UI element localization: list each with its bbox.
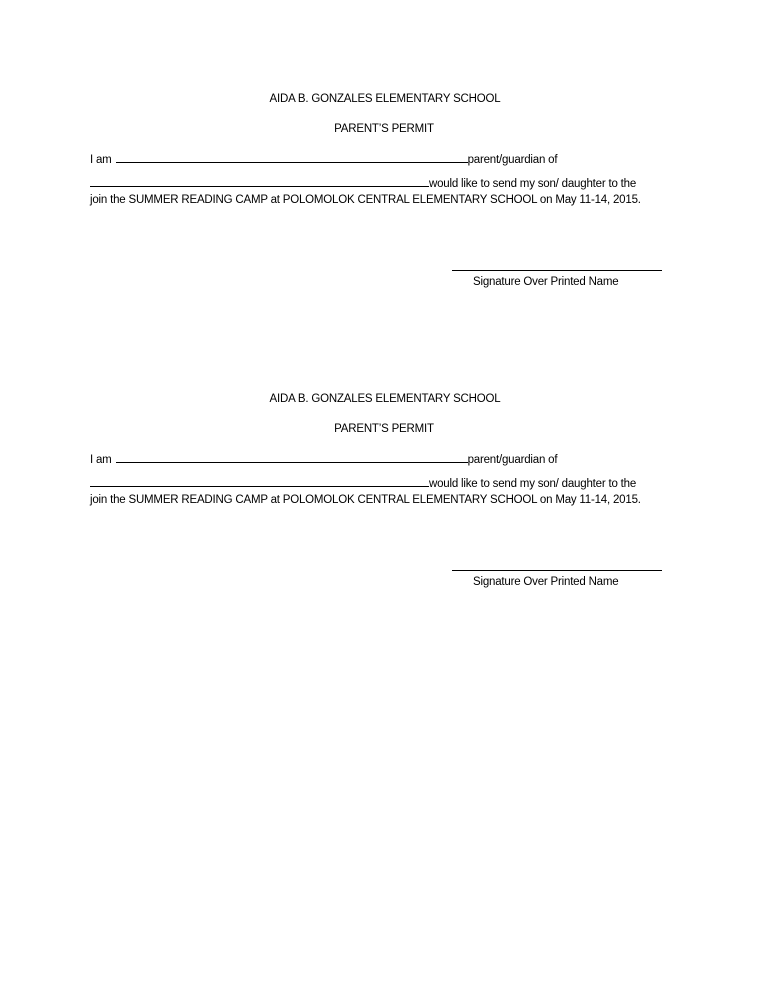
permit-title: PARENT’S PERMIT xyxy=(334,123,434,135)
signature-blank[interactable] xyxy=(452,270,662,271)
camp-details: join the SUMMER READING CAMP at POLOMOLOK CENTRAL ELEMENTARY SCHOOL on May 11-14, 2015. xyxy=(90,494,641,506)
signature-label: Signature Over Printed Name xyxy=(473,276,619,288)
child-name-blank[interactable] xyxy=(90,175,429,187)
signature-blank[interactable] xyxy=(452,570,662,571)
parent-name-prefix: I am xyxy=(90,454,112,466)
parent-name-prefix: I am xyxy=(90,154,112,166)
parent-name-line xyxy=(90,451,557,467)
parent-name-blank[interactable] xyxy=(116,151,468,163)
child-name-line xyxy=(90,475,636,491)
child-name-suffix: would like to send my son/ daughter to the xyxy=(429,178,637,190)
parent-name-suffix: parent/guardian of xyxy=(467,154,558,166)
parent-name-blank[interactable] xyxy=(116,451,468,463)
permit-form-1 xyxy=(0,88,768,338)
school-name: AIDA B. GONZALES ELEMENTARY SCHOOL xyxy=(269,93,501,105)
child-name-suffix: would like to send my son/ daughter to the xyxy=(429,478,637,490)
parent-name-suffix: parent/guardian of xyxy=(467,454,558,466)
child-name-blank[interactable] xyxy=(90,475,429,487)
signature-label: Signature Over Printed Name xyxy=(473,576,619,588)
permit-form-2 xyxy=(0,388,768,638)
child-name-line xyxy=(90,175,636,191)
permit-title: PARENT’S PERMIT xyxy=(334,423,434,435)
parent-name-line xyxy=(90,151,557,167)
school-name: AIDA B. GONZALES ELEMENTARY SCHOOL xyxy=(269,393,501,405)
camp-details: join the SUMMER READING CAMP at POLOMOLOK CENTRAL ELEMENTARY SCHOOL on May 11-14, 2015. xyxy=(90,194,641,206)
